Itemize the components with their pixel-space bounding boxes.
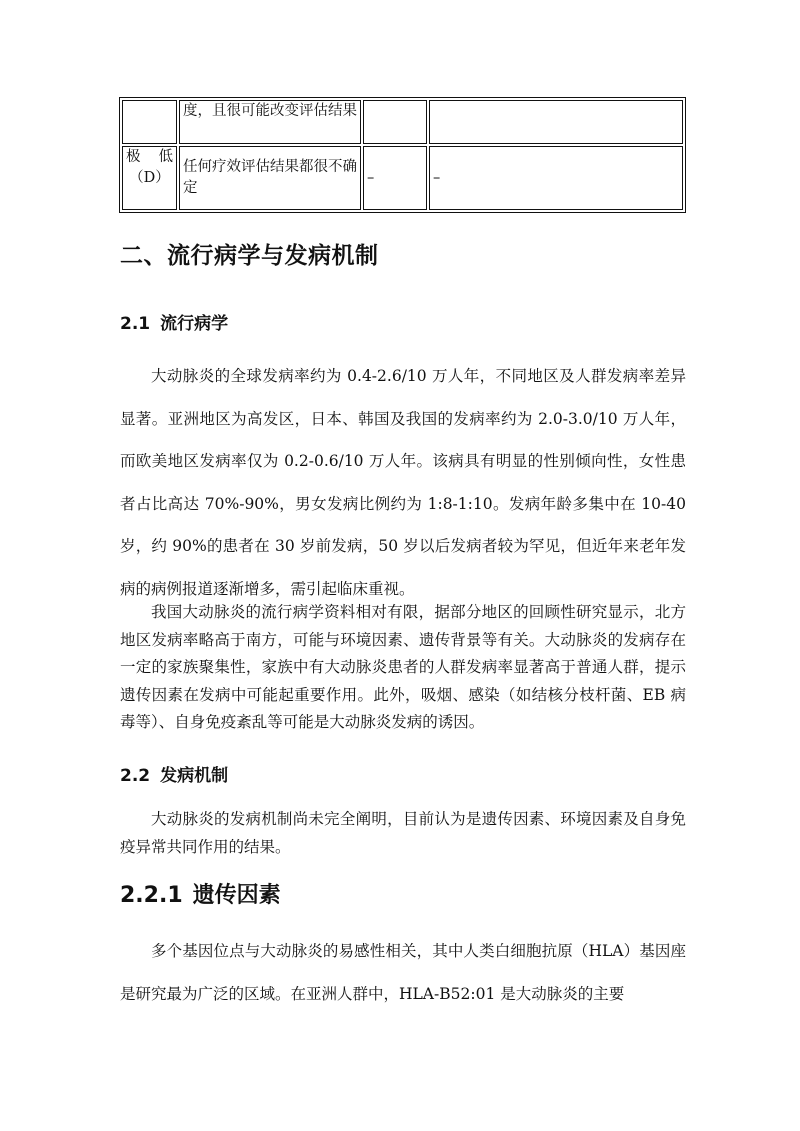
heading-title: 发病机制 xyxy=(160,766,229,786)
grade-code: （D） xyxy=(129,170,170,186)
subsection-heading xyxy=(120,309,228,334)
table-row xyxy=(122,146,683,210)
grade-cell xyxy=(122,146,177,210)
paragraph: 多个基因位点与大动脉炎的易感性相关，其中人类白细胞抗原（HLA）基因座是研究最为广泛的区域。在亚洲人群中，HLA-B52:01 是大动脉炎的主要 xyxy=(120,942,686,1003)
section-heading: 二、流行病学与发病机制 xyxy=(120,243,379,269)
heading-number: 2.2 xyxy=(120,766,151,786)
grade-label: 极低 xyxy=(126,149,173,165)
heading-number: 2.2.1 xyxy=(120,883,183,908)
subsubsection-heading xyxy=(120,878,281,909)
table-cell xyxy=(363,100,427,144)
heading-title: 流行病学 xyxy=(160,314,229,334)
table-cell: – xyxy=(429,146,683,210)
evidence-grading-table xyxy=(119,97,686,213)
table-row xyxy=(122,100,683,144)
paragraph: 大动脉炎的全球发病率约为 0.4-2.6/10 万人年，不同地区及人群发病率差异显著。亚洲地区为高发区，日本、韩国及我国的发病率约为 2.0-3.0/10 万人年，而欧美地区发病率仅为 0.2-0.6/10 万人年。该病具有明显的性别倾向性，女性患者占比高达 70%-90%，男女发病比例约为 1:8-1:10。发病年龄多集中在 10-40 岁，约 90%的患者在 30 岁前发病，50 岁以后发病者较为罕见，但近年来老年发病的病例报道逐渐增多，需引起临床重视。 xyxy=(120,367,686,598)
heading-title: 遗传因素 xyxy=(192,883,281,908)
heading-number: 2.1 xyxy=(120,314,151,334)
description-cell: 度，且很可能改变评估结果 xyxy=(179,100,361,144)
grade-cell xyxy=(122,100,177,144)
table-cell xyxy=(429,100,683,144)
table-cell: – xyxy=(363,146,427,210)
subsection-heading xyxy=(120,761,228,786)
paragraph: 我国大动脉炎的流行病学资料相对有限，据部分地区的回顾性研究显示，北方地区发病率略高于南方，可能与环境因素、遗传背景等有关。大动脉炎的发病存在一定的家族聚集性，家族中有大动脉炎患者的人群发病率显著高于普通人群，提示遗传因素在发病中可能起重要作用。此外，吸烟、感染（如结核分枝杆菌、EB 病毒等）、自身免疫紊乱等可能是大动脉炎发病的诱因。 xyxy=(120,603,686,731)
paragraph: 大动脉炎的发病机制尚未完全阐明，目前认为是遗传因素、环境因素及自身免疫异常共同作用的结果。 xyxy=(120,810,686,856)
description-cell: 任何疗效评估结果都很不确定 xyxy=(179,146,361,210)
